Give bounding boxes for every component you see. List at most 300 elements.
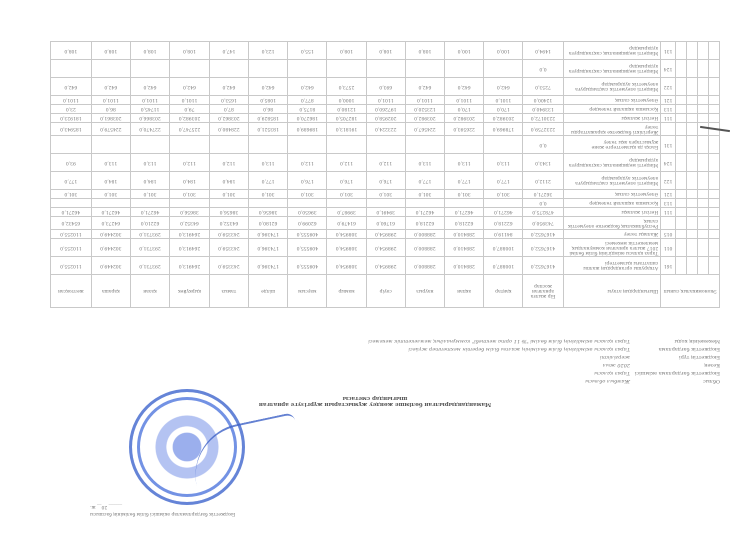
subcode-cell [686,60,697,78]
month-value-cell: 264913,0 [170,230,210,239]
subcode-cell [686,136,697,154]
month-value-cell: 288410,0 [445,239,484,257]
subcode-cell [686,239,697,257]
month-value-cell: 264913,0 [170,257,210,275]
month-value-cell: 177,0 [51,172,92,190]
header-field [100,353,720,361]
month-value-cell: 185943,0 [51,123,92,136]
month-value-cell: 243359,0 [209,230,248,239]
month-value-cell: 61760,0 [366,217,405,230]
subcode-cell [675,257,686,275]
month-value-cell: 108,0 [327,42,366,60]
month-value-cell: 110255,0 [51,257,92,275]
subcode-cell [708,136,719,154]
month-value-cell: 301,0 [366,190,405,199]
subcode-cell [675,78,686,96]
month-value-cell: 38656,0 [170,208,210,217]
year-plan-cell: 0,0 [523,136,563,154]
month-value-cell: 176,0 [327,172,366,190]
subcode-cell [686,42,697,60]
month-value-cell [288,199,327,208]
subcode-cell [708,172,719,190]
month-value-cell: 203862,0 [209,114,248,123]
month-value-cell: 224567,0 [405,123,444,136]
month-value-cell [484,199,523,208]
month-value-cell: 227470,0 [130,123,169,136]
month-value-cell: 123,0 [249,42,288,60]
month-value-cell: 288800,0 [405,239,444,257]
month-value-cell: 112,0 [170,154,210,172]
month-value-cell: 62218,0 [484,217,523,230]
month-value-cell: 409555,0 [288,257,327,275]
subcode-cell [675,154,686,172]
month-value-cell: 108,0 [51,42,92,60]
month-value-cell: 301,0 [405,190,444,199]
year-plan-cell: 4167652,0 [523,257,563,275]
month-value-cell [445,199,484,208]
month-value-cell [130,199,169,208]
month-value-cell: 2573,0 [327,78,366,96]
month-value-cell: 197260,0 [366,105,405,114]
month-value-cell: 183521,0 [249,123,288,136]
subcode-cell [686,172,697,190]
month-value-cell [484,60,523,78]
table-row [51,217,720,230]
header-field [100,345,720,353]
month-value-cell: 642,0 [405,78,444,96]
subcode-cell [697,136,708,154]
month-value-cell: 225747,0 [170,123,210,136]
month-value-cell: 308954,0 [327,230,366,239]
subcode-cell [708,96,719,105]
month-value-cell: 228480,0 [209,123,248,136]
month-value-cell: 243359,0 [209,257,248,275]
subcode-cell [697,217,708,230]
subcode-cell [697,114,708,123]
month-value-cell: 84119,0 [484,230,523,239]
month-value-cell: 1101,0 [405,96,444,105]
month-value-cell: 108,0 [405,42,444,60]
month-value-cell: 112,0 [327,154,366,172]
month-value-cell: 642,0 [445,78,484,96]
expense-name-cell: Міндетті медициналық сақтандыруға аударымдар [563,42,661,60]
month-value-cell: 184,0 [130,172,169,190]
month-value-cell: 642,0 [249,78,288,96]
month-value-cell: 301,0 [249,190,288,199]
subcode-cell [675,42,686,60]
month-value-cell: 301,0 [51,190,92,199]
subcode-cell [708,217,719,230]
subcode-cell [675,96,686,105]
table-row [51,78,720,96]
month-value-cell: 184,0 [170,172,210,190]
month-value-cell [170,136,210,154]
month-value-cell [51,136,92,154]
month-value-cell: 186270,0 [288,114,327,123]
subcode-cell [686,190,697,199]
month-header: желтоқсан [51,275,92,308]
year-plan-cell: 2232759,0 [523,123,563,136]
month-value-cell [327,60,366,78]
month-value-cell: 642,0 [288,78,327,96]
month-value-cell: 177,0 [445,172,484,190]
month-value-cell [249,199,288,208]
month-value-cell: 1101,0 [366,96,405,105]
month-value-cell: 174396,0 [249,230,288,239]
month-value-cell [170,199,210,208]
code-cell: 122 [661,78,676,96]
month-value-cell: 177,0 [484,172,523,190]
header-field [100,377,720,385]
month-value-cell: 409555,0 [288,239,327,257]
month-value-cell: 203866,0 [130,114,169,123]
month-value-cell: 226593,0 [445,123,484,136]
header-field-label: Бюджеттік бағдарлама әкімшісі [634,370,720,376]
budget-table-body [51,42,720,308]
month-value-cell: 181923,0 [51,114,92,123]
budget-table [50,41,720,308]
month-value-cell: 642,0 [209,78,248,96]
month-value-cell: 182705,0 [327,114,366,123]
month-value-cell: 302449,0 [91,239,130,257]
header-field-value: Тараз қаласы әкімдігінің білім бөлімінің жалпы білім беретін мектептер жүйесі [408,346,630,352]
month-value-cell: 113,0 [130,154,169,172]
subcode-cell [675,114,686,123]
month-value-cell: 642,0 [484,78,523,96]
subcode-cell [708,190,719,199]
subcode-cell [697,230,708,239]
month-header: маусым [288,275,327,308]
month-value-cell [288,136,327,154]
economic-class-header: Экономикалық сынып [661,275,720,308]
month-value-cell: 108,0 [170,42,210,60]
month-value-cell [130,136,169,154]
code-cell: 121 [661,96,676,105]
month-value-cell: 170,0 [484,105,523,114]
month-value-cell: 108,0 [91,42,130,60]
month-value-cell: 1101,0 [445,96,484,105]
month-value-cell [51,60,92,78]
month-value-cell: 113,0 [445,154,484,172]
month-value-cell: 62180,0 [249,217,288,230]
month-value-cell: 62218,0 [405,217,444,230]
expense-name-cell: Жергілікті бюджетке қаражаттарды төлеу [563,123,661,136]
month-value-cell: 243359,0 [209,239,248,257]
month-value-cell: 1101,0 [484,96,523,105]
month-value-cell: 189689,0 [288,123,327,136]
code-cell: 131 [661,136,676,154]
header-field [100,361,720,369]
month-value-cell: 301,0 [170,190,210,199]
month-value-cell: 38656,0 [249,208,288,217]
subcode-cell [708,230,719,239]
document-header-fields [100,337,720,385]
expense-name-cell: Міндетті әлеуметтік сақтандыруға әлеуметтік аударымдар [563,172,661,190]
year-plan-cell: 0,0 [523,60,563,78]
code-cell: 124 [661,154,676,172]
code-cell: 111 [661,114,676,123]
month-value-cell: 203982,0 [170,114,210,123]
month-value-cell: 86,0 [249,105,288,114]
year-plan-cell: 2230172,0 [523,114,563,123]
subcode-cell [675,123,686,136]
table-row [51,114,720,123]
subcode-cell [675,208,686,217]
month-header: наурыз [405,275,444,308]
expense-name-cell: Негізгі жалақы [563,114,661,123]
month-value-cell: 308954,0 [327,239,366,257]
month-value-cell: 112,0 [288,154,327,172]
table-row [51,239,720,257]
month-value-cell: 203982,0 [484,114,523,123]
subcode-cell [686,199,697,208]
month-value-cell: 113,0 [484,154,523,172]
subcode-cell [686,154,697,172]
header-field-label: Облыс [702,378,720,384]
month-value-cell: 46271,0 [51,208,92,217]
month-value-cell: 642,0 [91,78,130,96]
code-cell: 122 [661,172,676,190]
signature-date-line: ______ 20__ ж. [90,504,123,509]
header-field-value: Жамбыл облысы [585,378,630,384]
document-title: Мамандандырылған бөлімше жөндеу жұмыстарын жүргізуге арналған шығындар сметасы [258,395,492,407]
year-plan-cell: 1494,0 [523,42,563,60]
month-value-cell: 308954,0 [327,257,366,275]
expense-name-cell: Негізгі жалақы [563,208,661,217]
subcode-cell [697,96,708,105]
month-value-cell: 1653,0 [209,96,248,105]
month-value-cell [51,199,92,208]
subcode-cell [675,230,686,239]
month-header: тамыз [209,275,248,308]
month-value-cell: 301,0 [288,190,327,199]
expense-name-cell: Әлеуметтік салық [563,190,661,199]
expense-name-cell: Әлеуметтік салық [563,96,661,105]
subcode-cell [708,208,719,217]
subcode-cell [675,105,686,114]
code-cell: 111 [661,208,676,217]
month-value-cell [366,136,405,154]
subcode-cell [697,105,708,114]
subcode-cell [686,78,697,96]
month-value-cell: 176,0 [366,172,405,190]
subcode-cell [697,190,708,199]
month-value-cell: 302449,0 [91,230,130,239]
header-field-label: Бюджеттік бағдарлама [658,346,720,352]
month-value-cell: 113,0 [249,154,288,172]
subcode-cell [675,60,686,78]
month-value-cell: 298954,0 [366,239,405,257]
month-value-cell: 203861,0 [91,114,130,123]
expense-name-cell: Жалақы төлеу [563,230,661,239]
subcode-cell [708,239,719,257]
month-value-cell: 39491,0 [366,208,405,217]
subcode-cell [708,199,719,208]
month-value-cell: 1101,0 [170,96,210,105]
month-value-cell: 293731,0 [130,230,169,239]
month-value-cell: 288800,0 [405,230,444,239]
table-row [51,60,720,78]
month-value-cell: 174396,0 [249,257,288,275]
month-value-cell: 202958,0 [366,114,405,123]
expense-name-cell: Басқа да қызметтерге және жұмыстарға ақы төлеу [563,136,661,154]
table-row [51,257,720,275]
year-plan-cell: 4167652,0 [523,239,563,257]
expense-name-cell: Тараз қаласы әкімдігінің білім бөлімі 2017 жылға арналған коммуналдық мемлекеттік мекемесі [563,239,661,257]
month-value-cell [445,60,484,78]
header-field-label: Мекемеінің коды [674,338,720,344]
table-row [51,105,720,114]
month-value-cell: 39987,0 [327,208,366,217]
year-plan-header: Бір жылға арналған жоспар [523,275,563,308]
month-value-cell: 1085,0 [249,96,288,105]
month-value-cell: 223224,0 [366,123,405,136]
month-value-cell: 642,0 [170,78,210,96]
year-plan-cell: 133940,0 [523,105,563,114]
table-row [51,172,720,190]
subcode-cell [686,230,697,239]
month-value-cell: 877,0 [288,96,327,105]
month-value-cell: 184,0 [209,172,248,190]
table-row [51,96,720,105]
subcode-cell [708,78,719,96]
code-cell [661,123,676,136]
subcode-cell [697,78,708,96]
month-value-cell: 177,0 [405,172,444,190]
month-value-cell: 110255,0 [51,230,92,239]
subcode-cell [675,217,686,230]
month-value-cell [405,60,444,78]
subcode-cell [686,217,697,230]
month-value-cell: 147,0 [209,42,248,60]
subcode-cell [708,60,719,78]
month-header: мамыр [327,275,366,308]
expense-name-cell: Міндетті медициналық сақтандыруға аударымдар [563,60,661,78]
month-header: сәуір [366,275,405,308]
subcode-cell [686,208,697,217]
month-value-cell [405,199,444,208]
month-value-cell [209,136,248,154]
month-value-cell [91,199,130,208]
subcode-cell [708,154,719,172]
approval-block [90,503,320,517]
year-plan-cell: 1343,0 [523,154,563,172]
month-value-cell: 64273,0 [91,217,130,230]
table-row [51,190,720,199]
month-value-cell: 38656,0 [209,208,248,217]
month-value-cell [288,60,327,78]
month-value-cell: 185829,0 [249,114,288,123]
month-header: қараша [91,275,130,308]
header-field [100,337,720,345]
month-value-cell: 100887,0 [484,239,523,257]
code-cell: 113 [661,199,676,208]
month-value-cell: 302449,0 [91,257,130,275]
month-value-cell: 1101,0 [91,96,130,105]
code-cell: 113 [661,105,676,114]
subcode-cell [675,199,686,208]
month-value-cell [249,136,288,154]
month-value-cell: 184,0 [91,172,130,190]
header-field-label: Кезең [704,362,720,368]
subcode-cell [675,239,686,257]
subcode-cell [675,190,686,199]
month-value-cell: 176,0 [288,172,327,190]
month-value-cell: 11745,0 [130,105,169,114]
month-value-cell: 64352,0 [209,217,248,230]
month-value-cell: 298954,0 [366,257,405,275]
month-value-cell: 93,0 [51,154,92,172]
month-value-cell: 87,0 [209,105,248,114]
month-header: шілде [249,275,288,308]
subcode-cell [708,114,719,123]
month-value-cell: 693,0 [366,78,405,96]
month-value-cell [209,199,248,208]
year-plan-cell: 12400,0 [523,96,563,105]
month-value-cell [91,60,130,78]
month-value-cell: 65432,0 [51,217,92,230]
month-value-cell: 112,0 [366,154,405,172]
month-value-cell: 100887,0 [484,257,523,275]
month-value-cell: 174396,0 [249,239,288,257]
year-plan-cell: 0,0 [523,199,563,208]
month-header: ақпан [445,275,484,308]
expense-name-cell: Қосымша ақшалай төлемдер [563,199,661,208]
month-value-cell: 39650,0 [288,208,327,217]
month-value-cell: 642,0 [51,78,92,96]
header-field-value: жергілікті [599,354,630,360]
month-value-cell: 1000,0 [327,96,366,105]
month-header: қазан [130,275,169,308]
year-plan-cell: 36271,0 [523,190,563,199]
month-value-cell: 178969,0 [484,123,523,136]
month-value-cell: 203982,0 [405,114,444,123]
subcode-cell [697,208,708,217]
month-value-cell: 110255,0 [51,239,92,257]
table-row [51,136,720,154]
code-cell: 011 [661,239,676,257]
subcode-cell [697,42,708,60]
month-header: қыркүйек [170,275,210,308]
subcode-cell [697,154,708,172]
table-row [51,230,720,239]
month-value-cell: 62210,0 [130,217,169,230]
expense-name-header: Шығындардың атауы [563,275,661,308]
code-cell: 161 [661,257,676,275]
month-value-cell [366,60,405,78]
table-row [51,208,720,217]
code-cell: 124 [661,60,676,78]
table-row [51,123,720,136]
header-field [100,369,720,377]
subcode-cell [686,257,697,275]
expense-name-cell: Қосымша ақшалай төлемдер [563,105,661,114]
month-value-cell: 108,0 [130,42,169,60]
year-plan-cell: 7253,0 [523,78,563,96]
subcode-cell [708,257,719,275]
subcode-cell [675,172,686,190]
month-value-cell: 177,0 [249,172,288,190]
month-value-cell: 123520,0 [405,105,444,114]
month-value-cell: 23,0 [51,105,92,114]
subcode-cell [686,114,697,123]
month-value-cell: 100,0 [445,42,484,60]
code-cell: 121 [661,190,676,199]
month-value-cell: 1101,0 [51,96,92,105]
subcode-cell [697,172,708,190]
month-value-cell: 46271,0 [405,208,444,217]
month-value-cell: 12180,0 [327,105,366,114]
